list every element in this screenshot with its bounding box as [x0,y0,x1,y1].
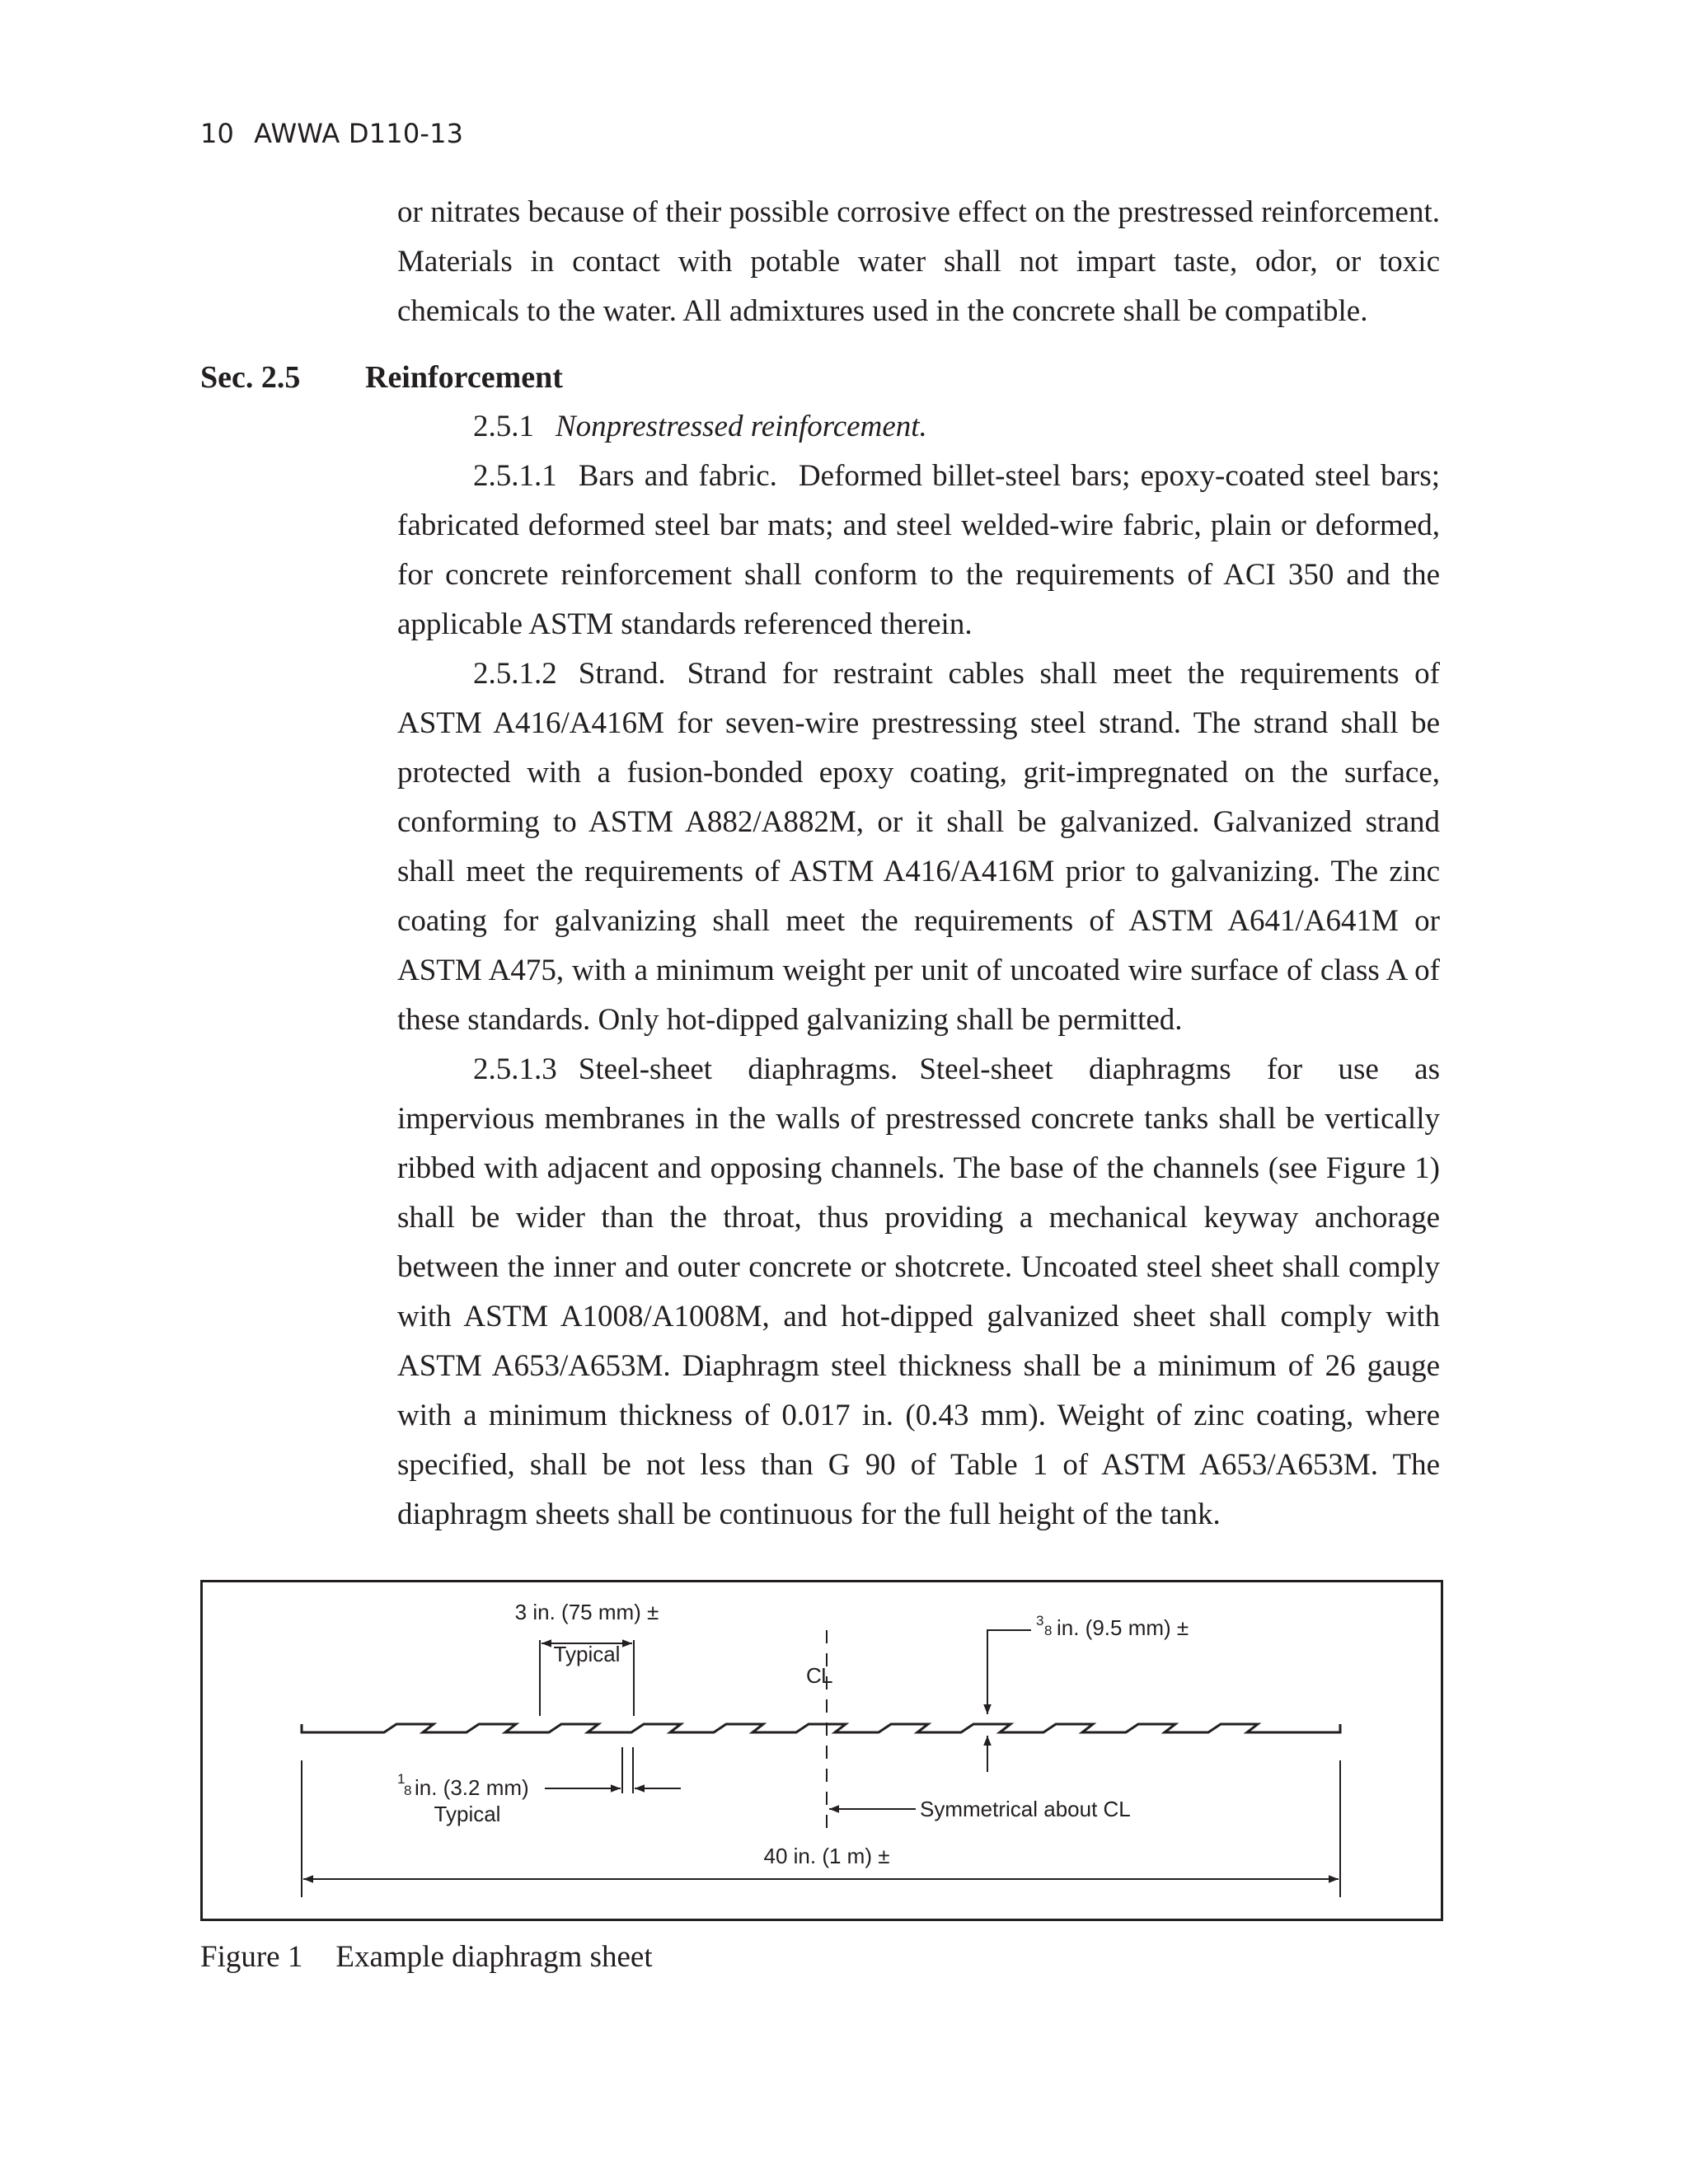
page-number: 10 [200,118,235,149]
width-label: 40 in. (1 m) ± [763,1844,890,1868]
figure-caption [200,1937,653,1978]
depth-fraction-numerator: 3 [1036,1613,1044,1629]
section-heading [200,353,563,402]
thickness-label: in. (3.2 mm) [415,1775,529,1800]
centerline-l-label: L [821,1663,833,1688]
diaphragm-diagram [203,1582,1441,1919]
spacing-label: 3 in. (75 mm) ± [514,1600,659,1624]
depth-label: in. (9.5 mm) ± [1057,1615,1189,1640]
symmetry-label: Symmetrical about CL [920,1797,1131,1821]
subsection-title: Strand. [578,657,666,691]
section-number: Sec. 2.5 [200,360,301,395]
subsection-title: Bars and fabric. [578,459,777,493]
subsection-2-5-1-1 [397,452,1440,649]
intro-text: or nitrates because of their possible corrosive effect on the prestressed reinforcement. Materials in contact with potable water shall not impart taste, odor, or toxic chemicals to the water. All admixtures used in the concrete shall be compatible. [397,195,1440,328]
depth-leader [987,1630,1031,1714]
subsection-2-5-1-3 [397,1045,1440,1540]
thickness-typical-label: Typical [434,1802,501,1826]
document-id: AWWA D110-13 [254,118,464,149]
caption-title: Example diaphragm sheet [335,1940,653,1974]
figure-diaphragm-sheet [200,1580,1443,1921]
intro-paragraph [397,188,1440,336]
section-title: Reinforcement [365,360,563,395]
running-head [200,118,463,149]
subsection-number: 2.5.1.2 [473,657,557,691]
subsection-text: Steel-sheet diaphragms for use as impervious membranes in the walls of prestressed concrete tanks shall be vertically ribbed with adjacent and opposing channels. The base of the channels (see Figure 1) shall be wider than the throat, thus providing a mechanical keyway anchorage between the inner and outer concrete or shotcrete. Uncoated steel sheet shall comply with ASTM A1008/A1008M, and hot-dipped galvanized sheet shall comply with ASTM A653/A653M. Diaphragm steel thickness shall be a minimum of 26 gauge with a minimum thickness of 0.017 in. (0.43 mm). Weight of zinc coating, where specified, shall be not less than G 90 of Table 1 of ASTM A653/A653M. The diaphragm sheets shall be continuous for the full height of the tank. [397,1052,1440,1531]
subsection-number: 2.5.1.1 [473,459,557,493]
subsection-number: 2.5.1 [473,410,534,443]
thickness-fraction-numerator: 1 [397,1771,406,1787]
section-body [397,402,1440,1540]
subsection-title: Nonprestressed reinforcement. [556,410,927,443]
subsection-number: 2.5.1.3 [473,1052,557,1086]
subsection-title: Steel-sheet diaphragms. [578,1052,898,1086]
depth-fraction-denominator: 8 [1044,1623,1053,1638]
subsection-text: Strand for restraint cables shall meet the requirements of ASTM A416/A416M for seven-wire prestressing steel strand. The strand shall be protected with a fusion-bonded epoxy coating, grit-impregnated on the surface, conforming to ASTM A882/A882M, or it shall be galvanized. Galvanized strand shall meet the requirements of ASTM A416/A416M prior to galvanizing. The zinc coating for galvanizing shall meet the requirements of ASTM A641/A641M or ASTM A475, with a minimum weight per unit of uncoated wire surface of class A of these standards. Only hot-dipped galvanizing shall be permitted. [397,657,1440,1037]
thickness-fraction-denominator: 8 [404,1783,412,1798]
spacing-typical-label: Typical [553,1642,621,1666]
diaphragm-profile [302,1724,1340,1732]
subsection-2-5-1-2 [397,649,1440,1045]
centerline-c-label: C [806,1663,822,1688]
subsection-text: Deformed billet-steel bars; epoxy-coated steel bars; fabricated deformed steel bar mats; and steel welded-wire fabric, plain or deformed, for concrete reinforcement shall conform to the requirements of ACI 350 and the applicable ASTM standards referenced therein. [397,459,1441,641]
caption-number: Figure 1 [200,1940,303,1974]
subsection-2-5-1 [397,402,1440,452]
